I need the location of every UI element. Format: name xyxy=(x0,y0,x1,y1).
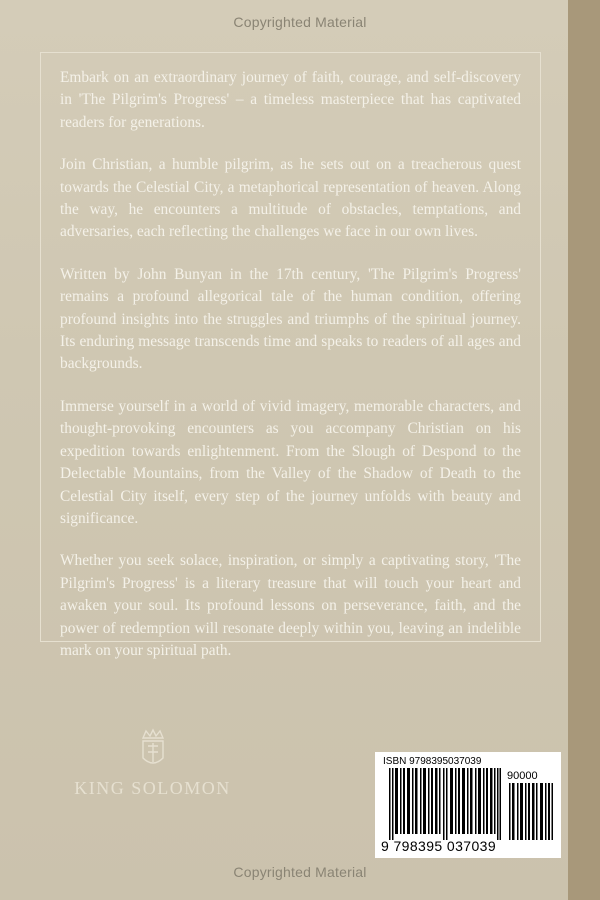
crown-crest-icon xyxy=(140,728,166,772)
blurb-paragraph: Immerse yourself in a world of vivid imagery, memorable characters, and thought-provoking encounters as you accompany Christian on his expedition towards enlightenment. From the Slough of Despond to the Delectable Mountains, from the Valley of the Shadow of Death to the Celestial City itself, every step of the journey unfolds with beauty and significance. xyxy=(60,397,521,527)
blurb-paragraph: Written by John Bunyan in the 17th century, 'The Pilgrim's Progress' remains a profound allegorical tale of the human condition, offering profound insights into the struggles and triumphs of the spiritual journey. Its enduring message transcends time and speaks to readers of all ages and backgrounds. xyxy=(60,265,521,373)
barcode-bars xyxy=(389,768,501,840)
watermark-bottom: Copyrighted Material xyxy=(233,864,367,880)
price-barcode-bars xyxy=(509,783,553,840)
isbn-barcode xyxy=(375,752,561,858)
publisher-logo xyxy=(60,728,245,799)
isbn-label: ISBN 9798395037039 xyxy=(383,756,482,767)
price-code: 90000 xyxy=(507,770,538,782)
blurb-paragraph: Embark on an extraordinary journey of faith, courage, and self-discovery in 'The Pilgrim's Progress' – a timeless masterpiece that has captivated readers for generations. xyxy=(60,69,521,131)
blurb-paragraph: Whether you seek solace, inspiration, or simply a captivating story, 'The Pilgrim's Progress' is a literary treasure that will touch your heart and awaken your soul. Its profound lessons on perseverance, faith, and the power of redemption will resonate deeply within you, leaving an indelible mark on your spiritual path. xyxy=(60,552,521,659)
watermark-top: Copyrighted Material xyxy=(233,14,367,30)
blurb-paragraph: Join Christian, a humble pilgrim, as he sets out on a treacherous quest towards the Celestial City, a metaphorical representation of heaven. Along the way, he encounters a multitude of obstacles, temptations, and adversaries, each reflecting the challenges we face in our own lives. xyxy=(60,156,521,241)
spine-edge xyxy=(568,0,600,900)
barcode-digits: 9 798395 037039 xyxy=(381,838,496,854)
publisher-name: KING SOLOMON xyxy=(74,778,231,798)
blurb-box xyxy=(40,52,541,659)
